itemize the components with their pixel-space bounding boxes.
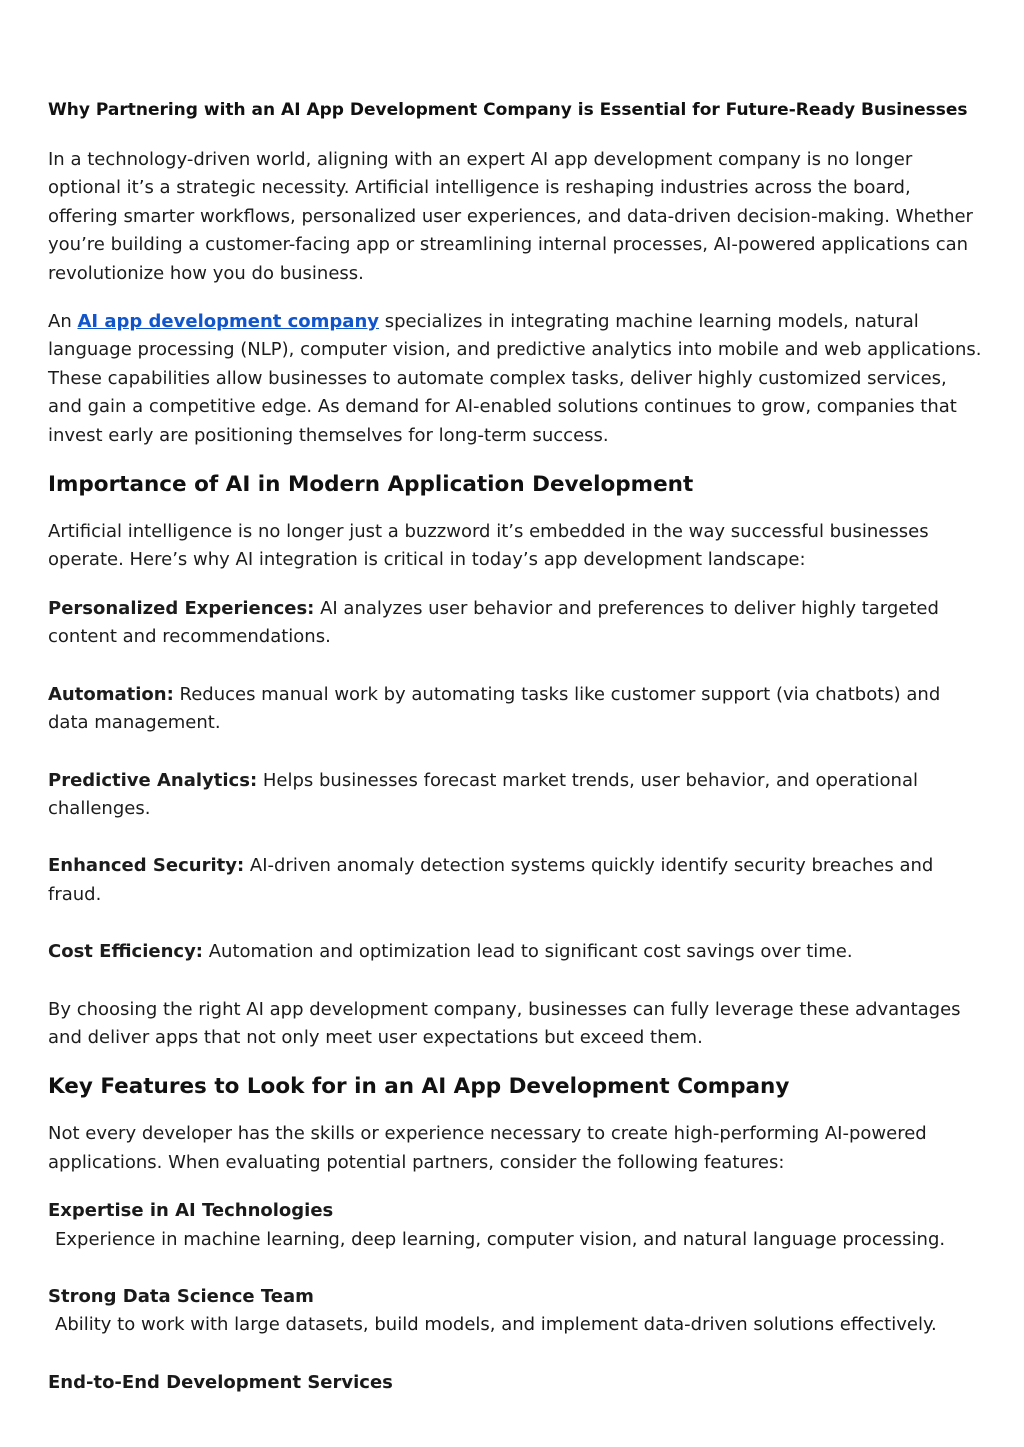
criteria-description: Ability to work with large datasets, build models, and implement data-driven solutions effectively. xyxy=(55,1314,937,1336)
paragraph-suffix: specializes in integrating machine learning models, natural language processing (NLP), computer vision, and predictive analytics into mobile and web applications. These capabilities allow businesses to automate complex tasks, deliver highly customized services, and gain a competitive edge. As demand for AI-enabled solutions continues to grow, companies that invest early are positioning themselves for long-term success. xyxy=(48,311,982,446)
benefit-text: AI-driven anomaly detection systems quickly identify security breaches and fraud. xyxy=(48,855,934,905)
ai-app-development-company-link[interactable]: AI app development company xyxy=(77,311,380,333)
benefit-text: Automation and optimization lead to significant cost savings over time. xyxy=(203,941,853,963)
criteria-title: Expertise in AI Technologies xyxy=(48,1200,334,1222)
features-heading: Key Features to Look for in an AI App Development Company xyxy=(48,1074,790,1100)
importance-intro: Artificial intelligence is no longer just a buzzword it’s embedded in the way successful businesses operate. Here’s why AI integration is critical in today’s app development landscape: xyxy=(48,521,929,571)
benefit-label: Predictive Analytics: xyxy=(48,769,258,791)
criteria-item-data-science xyxy=(48,1283,984,1340)
benefit-text: Reduces manual work by automating tasks like customer support (via chatbots) and data management. xyxy=(48,683,941,734)
company-definition-paragraph xyxy=(48,308,984,450)
benefit-item-security xyxy=(48,852,984,909)
features-intro: Not every developer has the skills or experience necessary to create high-performing AI-powered applications. When evaluating potential partners, consider the following features: xyxy=(48,1123,927,1173)
benefit-label: Cost Efficiency: xyxy=(48,941,203,963)
benefit-text: Helps businesses forecast market trends, user behavior, and operational challenges. xyxy=(48,769,918,819)
benefit-item-automation xyxy=(48,681,984,738)
benefit-text: AI analyzes user behavior and preferences to deliver highly targeted content and recommendations. xyxy=(48,597,939,648)
criteria-item-end-to-end xyxy=(48,1369,984,1397)
criteria-description: Experience in machine learning, deep learning, computer vision, and natural language processing. xyxy=(55,1228,946,1250)
criteria-item-expertise xyxy=(48,1197,984,1254)
intro-paragraph: In a technology-driven world, aligning with an expert AI app development company is no longer optional it’s a strategic necessity. Artificial intelligence is reshaping industries across the board, offering smarter workflows, personalized user experiences, and data-driven decision-making. Whether you’re building a customer-facing app or streamlining internal processes, AI-powered applications can revolutionize how you do business. xyxy=(48,149,973,284)
benefit-item-cost xyxy=(48,938,984,966)
importance-conclusion: By choosing the right AI app development company, businesses can fully leverage these advantages and deliver apps that not only meet user expectations but exceed them. xyxy=(48,998,961,1048)
document-title: Why Partnering with an AI App Development Company is Essential for Future-Ready Businesses xyxy=(48,100,968,120)
benefit-item-predictive xyxy=(48,767,984,824)
paragraph-prefix: An xyxy=(48,311,78,333)
criteria-title: Strong Data Science Team xyxy=(48,1285,314,1307)
criteria-title: End-to-End Development Services xyxy=(48,1371,393,1393)
benefit-label: Personalized Experiences: xyxy=(48,597,315,619)
document-page xyxy=(48,96,984,1397)
importance-heading: Importance of AI in Modern Application Development xyxy=(48,472,694,498)
benefit-item-personalized xyxy=(48,595,984,652)
benefit-label: Enhanced Security: xyxy=(48,855,245,877)
benefit-label: Automation: xyxy=(48,683,174,705)
